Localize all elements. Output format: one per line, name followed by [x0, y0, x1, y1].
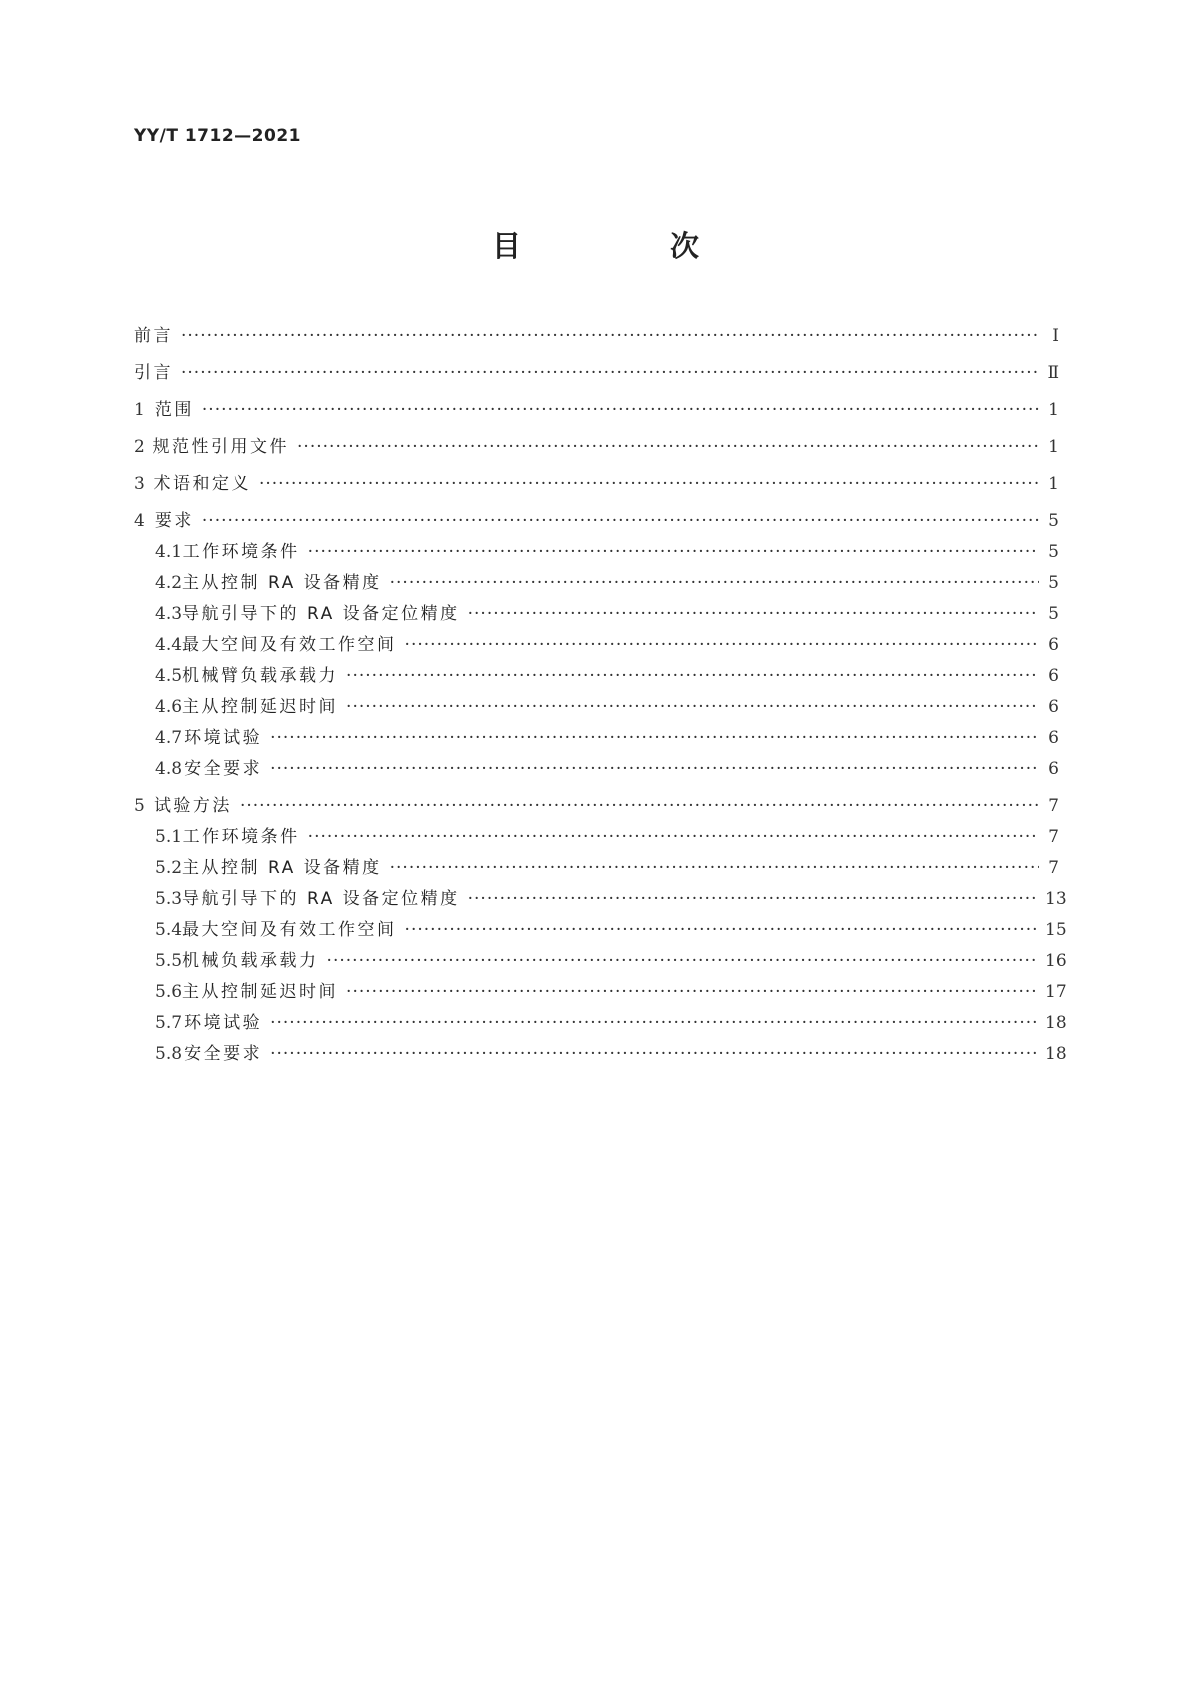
toc-entry-number: 4	[134, 511, 145, 531]
toc-entry-section-5-3[interactable]	[134, 888, 1067, 910]
toc-dot-leader	[270, 758, 1039, 780]
toc-entry-page: 1	[1048, 400, 1059, 420]
toc-dot-leader	[270, 1012, 1039, 1034]
toc-entry-section-2[interactable]	[134, 436, 1059, 458]
toc-entry-section-5-1[interactable]	[134, 826, 1059, 848]
toc-entry-page: 7	[1048, 827, 1059, 847]
toc-entry-title: 试验方法	[153, 796, 232, 816]
toc-entry-number: 5.1	[155, 827, 183, 847]
toc-entry-page: 15	[1045, 920, 1067, 940]
toc-entry-title: 规范性引用文件	[152, 437, 290, 457]
toc-entry-section-4-8[interactable]	[134, 758, 1059, 780]
toc-entry-section-5[interactable]	[134, 795, 1059, 817]
toc-dot-leader	[327, 950, 1039, 972]
toc-entry-page: 1	[1048, 437, 1059, 457]
toc-entry-section-5-7[interactable]	[134, 1012, 1067, 1034]
toc-entry-page: 5	[1048, 542, 1059, 562]
toc-dot-leader	[297, 436, 1039, 458]
toc-entry-page: 16	[1045, 951, 1067, 971]
toc-entry-number: 4.1	[155, 542, 183, 562]
toc-entry-number: 3	[134, 474, 145, 494]
toc-entry-number: 4.4	[155, 635, 183, 655]
toc-entry-title: 工作环境条件	[182, 827, 300, 847]
toc-entry-section-4-2[interactable]	[134, 572, 1059, 594]
toc-entry-page: 17	[1045, 982, 1067, 1002]
toc-entry-section-4-7[interactable]	[134, 727, 1059, 749]
toc-entry-page: 7	[1048, 796, 1059, 816]
toc-entry-section-3[interactable]	[134, 473, 1059, 495]
toc-dot-leader	[468, 888, 1039, 910]
toc-dot-leader	[405, 634, 1039, 656]
toc-entry-section-1[interactable]	[134, 399, 1059, 421]
toc-entry-section-5-4[interactable]	[134, 919, 1067, 941]
toc-entry-number: 4.5	[155, 666, 183, 686]
toc-entry-number: 5.2	[155, 858, 183, 878]
toc-entry-number: 1	[134, 400, 145, 420]
toc-entry-number: 5.8	[155, 1044, 183, 1064]
toc-entry-title: 主从控制 RA 设备精度	[182, 573, 382, 593]
toc-dot-leader	[346, 981, 1039, 1003]
toc-entry-page: 5	[1048, 604, 1059, 624]
toc-dot-leader	[270, 727, 1039, 749]
toc-entry-title: 安全要求	[184, 1044, 263, 1064]
toc-entry-number: 2	[134, 437, 145, 457]
toc-entry-number: 5.7	[155, 1013, 183, 1033]
toc-dot-leader	[308, 541, 1039, 563]
toc-entry-page: 5	[1048, 573, 1059, 593]
toc-entry-title: 范围	[154, 400, 194, 420]
toc-entry-section-4-5[interactable]	[134, 665, 1059, 687]
toc-entry-title: 环境试验	[184, 1013, 263, 1033]
toc-dot-leader	[308, 826, 1039, 848]
toc-dot-leader	[181, 325, 1039, 347]
toc-entry-number: 4.2	[155, 573, 183, 593]
toc-title: 目 次	[491, 229, 759, 263]
toc-entry-foreword[interactable]	[134, 325, 1059, 347]
toc-entry-section-5-5[interactable]	[134, 950, 1067, 972]
toc-entry-number: 5.5	[155, 951, 183, 971]
toc-entry-number: 4.3	[155, 604, 183, 624]
toc-entry-page: Ⅱ	[1047, 363, 1059, 383]
toc-entry-number: 4.6	[155, 697, 183, 717]
toc-entry-section-4[interactable]	[134, 510, 1059, 532]
toc-entry-number: 5.4	[155, 920, 183, 940]
toc-entry-number: 4.7	[155, 728, 183, 748]
toc-entry-title: 导航引导下的 RA 设备定位精度	[182, 889, 460, 909]
toc-dot-leader	[259, 473, 1039, 495]
toc-entry-page: 7	[1048, 858, 1059, 878]
toc-entry-section-5-6[interactable]	[134, 981, 1067, 1003]
toc-entry-page: 6	[1048, 666, 1059, 686]
toc-entry-page: 6	[1048, 635, 1059, 655]
toc-dot-leader	[270, 1043, 1039, 1065]
toc-entry-page: Ⅰ	[1052, 326, 1059, 346]
toc-entry-section-5-8[interactable]	[134, 1043, 1067, 1065]
toc-entry-section-4-6[interactable]	[134, 696, 1059, 718]
toc-entry-title: 导航引导下的 RA 设备定位精度	[182, 604, 460, 624]
toc-entry-page: 6	[1048, 697, 1059, 717]
toc-entry-title: 主从控制延迟时间	[182, 982, 339, 1002]
toc-entry-title: 安全要求	[184, 759, 263, 779]
toc-entry-title: 机械臂负载承载力	[182, 666, 339, 686]
table-of-contents	[134, 325, 1067, 1065]
toc-dot-leader	[202, 399, 1039, 421]
toc-entry-title: 术语和定义	[153, 474, 251, 494]
toc-entry-title: 引言	[134, 363, 173, 383]
toc-entry-page: 18	[1045, 1013, 1067, 1033]
toc-entry-title: 机械负载承载力	[182, 951, 319, 971]
toc-dot-leader	[346, 665, 1039, 687]
toc-entry-title: 前言	[134, 326, 173, 346]
toc-entry-number: 5.6	[155, 982, 183, 1002]
toc-entry-title: 主从控制延迟时间	[182, 697, 339, 717]
toc-dot-leader	[181, 362, 1039, 384]
toc-entry-page: 1	[1048, 474, 1059, 494]
toc-dot-leader	[390, 572, 1039, 594]
toc-entry-introduction[interactable]	[134, 362, 1059, 384]
toc-entry-title: 最大空间及有效工作空间	[182, 635, 397, 655]
toc-entry-section-4-4[interactable]	[134, 634, 1059, 656]
toc-dot-leader	[202, 510, 1039, 532]
toc-entry-page: 18	[1045, 1044, 1067, 1064]
toc-entry-title: 最大空间及有效工作空间	[182, 920, 397, 940]
toc-dot-leader	[346, 696, 1039, 718]
toc-entry-page: 5	[1048, 511, 1059, 531]
toc-dot-leader	[468, 603, 1039, 625]
toc-entry-title: 环境试验	[184, 728, 263, 748]
toc-entry-section-4-1[interactable]	[134, 541, 1059, 563]
toc-entry-page: 6	[1048, 759, 1059, 779]
toc-entry-number: 5	[134, 796, 145, 816]
toc-entry-number: 4.8	[155, 759, 183, 779]
toc-dot-leader	[390, 857, 1039, 879]
toc-dot-leader	[240, 795, 1039, 817]
toc-entry-title: 要求	[154, 511, 194, 531]
toc-entry-section-5-2[interactable]	[134, 857, 1059, 879]
toc-dot-leader	[405, 919, 1039, 941]
standard-code: YY/T 1712—2021	[134, 126, 301, 146]
toc-entry-title: 工作环境条件	[182, 542, 300, 562]
toc-entry-page: 6	[1048, 728, 1059, 748]
toc-entry-page: 13	[1045, 889, 1067, 909]
standard-code-header	[134, 126, 301, 146]
toc-entry-number: 5.3	[155, 889, 183, 909]
toc-entry-title: 主从控制 RA 设备精度	[182, 858, 382, 878]
toc-entry-section-4-3[interactable]	[134, 603, 1059, 625]
